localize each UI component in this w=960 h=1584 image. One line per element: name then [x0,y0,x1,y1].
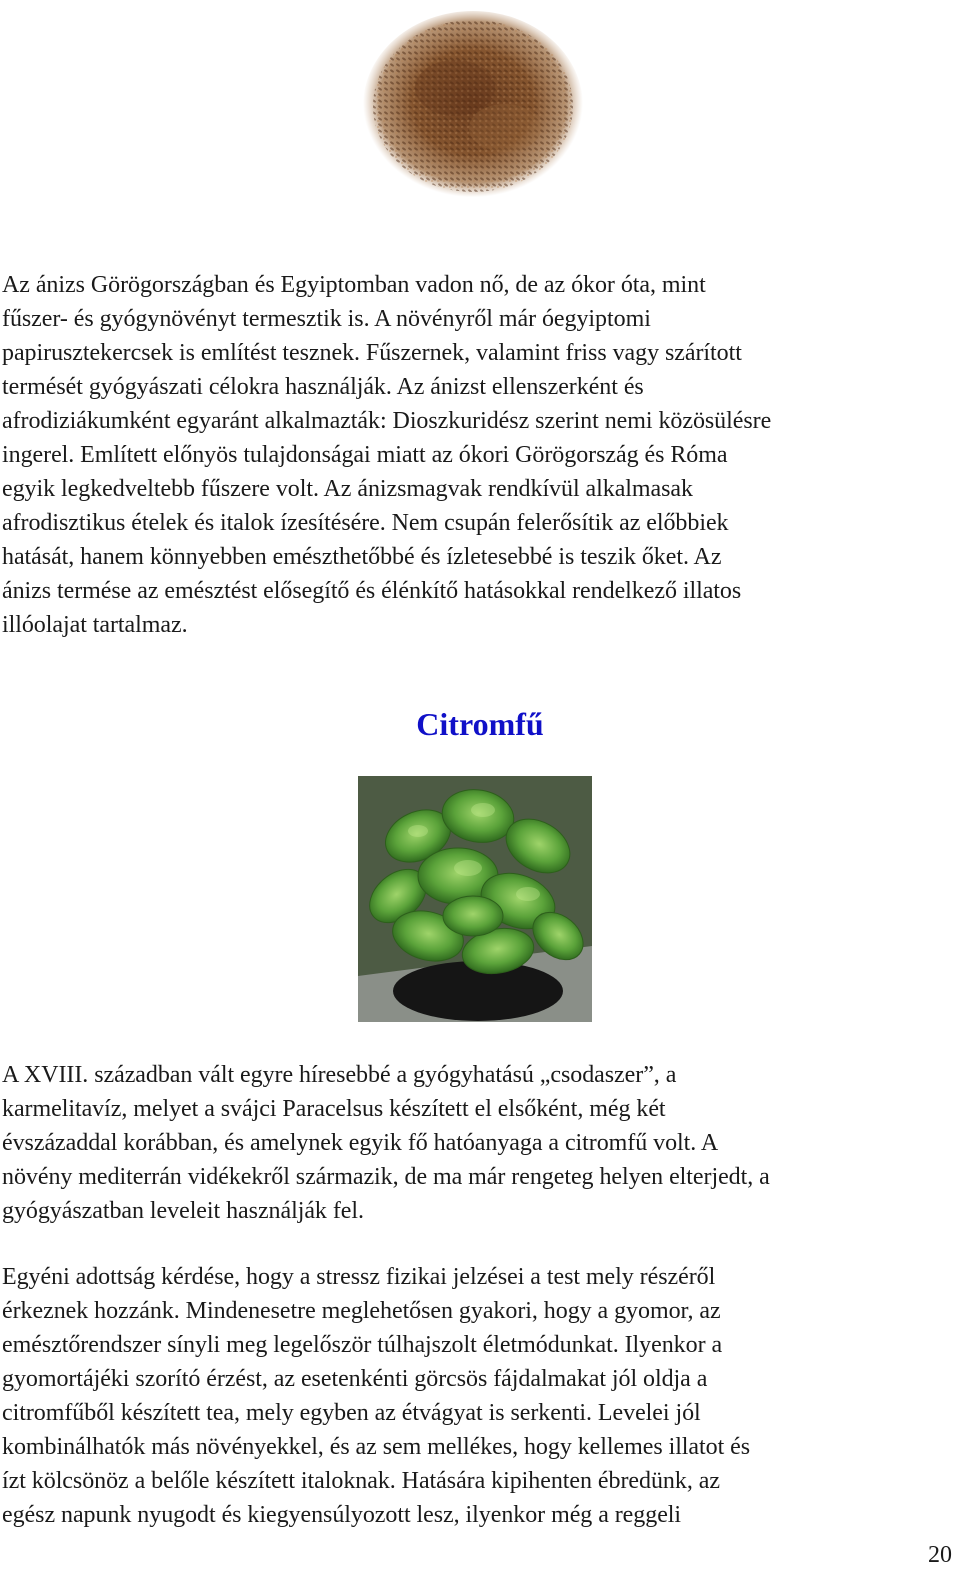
lemon-balm-history-paragraph: A XVIII. században vált egyre híresebbé a gyógyhatású „csodaszer”, a karmelitavíz, melyet a svájci Paracelsus készített el elsőként, még két évszázaddal korábban, és amelynek egyik fő hatóanyaga a citromfű volt. A növény mediterrán vidékekről származik, de ma már rengeteg helyen elterjedt, a gyógyászatban leveleit használják fel. [2,1062,770,1224]
section-heading-citromfu: Citromfű [416,706,544,742]
lemon-balm-effects-paragraph: Egyéni adottság kérdése, hogy a stressz fizikai jelzései a test mely részéről érkeznek hozzánk. Mindenesetre meglehetősen gyakori, hogy a gyomor, az emésztőrendszer sínyli meg legelőször túlhajszolt életmódunkat. Ilyenkor a gyomortájéki szorító érzést, az esetenkénti görcsös fájdalmakat jól oldja a citromfűből készített tea, mely egyben az étvágyat is serkenti. Levelei jól kombinálhatók más növényekkel, és az sem mellékes, hogy kellemes illatot és ízt kölcsönöz a belőle készített italoknak. Hatására kipihenten ébredünk, az egész napunk nyugodt és kiegyensúlyozott lesz, ilyenkor még a reggeli [2,1264,751,1528]
page-number: 20 [928,1542,952,1568]
anise-paragraph: Az ánizs Görögországban és Egyiptomban vadon nő, de az ókor óta, mint fűszer- és gyógynövényt termesztik is. A növényről már óegyiptomi papirusztekercsek is említést tesznek. Fűszernek, valamint friss vagy szárított termését gyógyászati célokra használják. Az ánizst ellenszerként és afrodiziákumként egyaránt alkalmazták: Dioszkuridész szerint nemi közösülésre ingerel. Említett előnyös tulajdonságai miatt az ókori Görögország és Róma egyik legkedveltebb fűszere volt. Az ánizsmagvak rendkívül alkalmasak afrodisztikus ételek és italok ízesítésére. Nem csupán felerősítik az előbbiek hatását, hanem könnyebben emészthetőbbé és ízletesebbé is teszik őket. Az ánizs termése az emésztést elősegítő és élénkítő hatásokkal rendelkező illatos illóolajat tartalmaz. [2,272,772,638]
lemon-balm-plant-image [358,776,592,1022]
anise-seeds-image [335,8,620,218]
